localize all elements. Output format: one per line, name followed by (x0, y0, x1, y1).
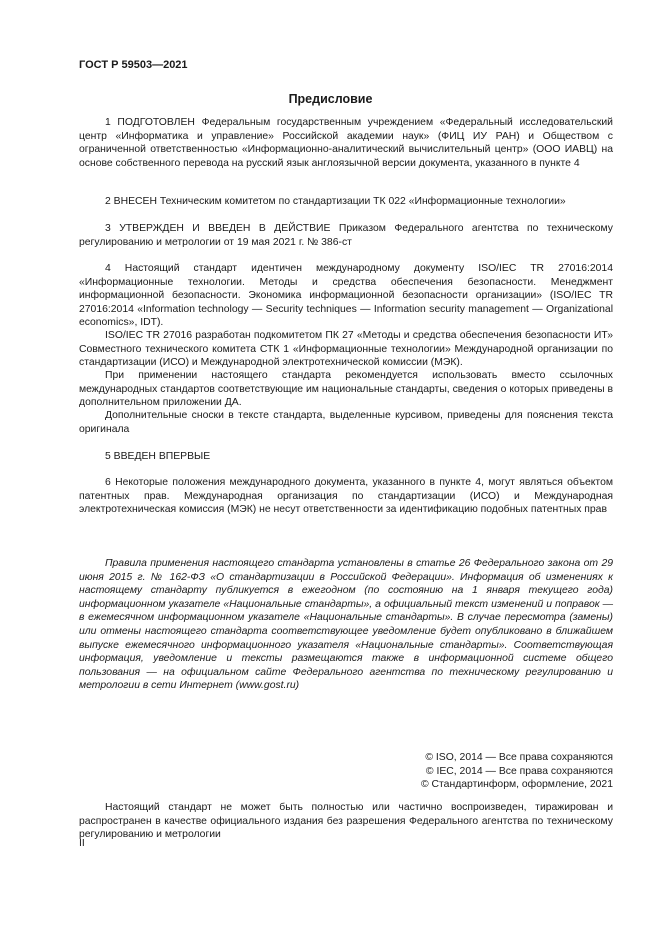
reproduction-notice: Настоящий стандарт не может быть полностью или частично воспроизведен, тиражирован и распространен в качестве официального издания без разрешения Федерального агентства по техническому регулированию и метрологии (79, 802, 613, 841)
page-number: II (79, 838, 85, 849)
paragraph-4-c: При применении настоящего стандарта рекомендуется использовать вместо ссылочных международных стандартов соответствующие им национальные стандарты, сведения о которых приведены в дополнительном приложении ДА. (79, 370, 613, 409)
paragraph-2: 2 ВНЕСЕН Техническим комитетом по стандартизации ТК 022 «Информационные технологии» (105, 196, 566, 207)
application-rules-notice: Правила применения настоящего стандарта установлены в статье 26 Федерального закона от 29 июня 2015 г. № 162-ФЗ «О стандартизации в Российской Федерации». Информация об изменениях к настоящему стандарту публикуется в ежегодном (по состоянию на 1 января текущего года) информационном указателе «Национальные стандарты», а официальный текст изменений и поправок — в ежемесячном информационном указателе «Национальные стандарты». В случае пересмотра (замены) или отмены настоящего стандарта соответствующее уведомление будет опубликовано в ближайшем выпуске ежемесячного информационного указателя «Национальные стандарты». Соответствующая информация, уведомление и тексты размещаются также в информационной системе общего пользования — на официальном сайте Федерального агентства по техническому регулированию и метрологии в сети Интернет (www.gost.ru) (79, 558, 613, 692)
paragraph-1: 1 ПОДГОТОВЛЕН Федеральным государственным учреждением «Федеральный исследовательский центр «Информатика и управление» Российской академии наук» (ФИЦ ИУ РАН) и Обществом с ограниченной ответственностью «Информационно-аналитический вычислительный центр» (ООО ИАВЦ) на основе собственного перевода на русский язык англоязычной версии документа, указанного в пункте 4 (79, 117, 613, 169)
document-number: ГОСТ Р 59503—2021 (79, 59, 188, 71)
copyright-block (79, 751, 613, 792)
copyright-line: © ISO, 2014 — Все права сохраняются (425, 752, 613, 763)
copyright-line: © Стандартинформ, оформление, 2021 (420, 779, 613, 791)
paragraph-4-d: Дополнительные сноски в тексте стандарта, выделенные курсивом, приведены для пояснения текста оригинала (79, 410, 613, 435)
paragraph-6: 6 Некоторые положения международного документа, указанного в пункте 4, могут являться объектом патентных прав. Международная организация по стандартизации (ИСО) и Международная электротехническая комиссия (МЭК) не несут ответственности за идентификацию подобных патентных прав (79, 477, 613, 516)
paragraph-4-b: ISO/IEC TR 27016 разработан подкомитетом ПК 27 «Методы и средства обеспечения безопасности ИТ» Совместного технического комитета СТК 1 «Информационные технологии» Международной организации по стандартизации (ИСО) и Международной электротехнической комиссии (МЭК). (79, 330, 613, 369)
copyright-line: © IEC, 2014 — Все права сохраняются (425, 765, 613, 777)
paragraph-4: 4 Настоящий стандарт идентичен международному документу ISO/IEC TR 27016:2014 «Информационные технологии. Методы и средства обеспечения безопасности. Менеджмент информационной безопасности. Экономика информационной безопасности организации» (ISO/IEC TR 27016:2014 «Information technology — Security techniques — Information security management — Organizational economics», IDT). (79, 263, 613, 329)
paragraph-5: 5 ВВЕДЕН ВПЕРВЫЕ (105, 451, 211, 462)
paragraph-3: 3 УТВЕРЖДЕН И ВВЕДЕН В ДЕЙСТВИЕ Приказом Федерального агентства по техническому регулированию и метрологии от 19 мая 2021 г. № 386-ст (79, 223, 613, 248)
page-title: Предисловие (288, 92, 373, 106)
